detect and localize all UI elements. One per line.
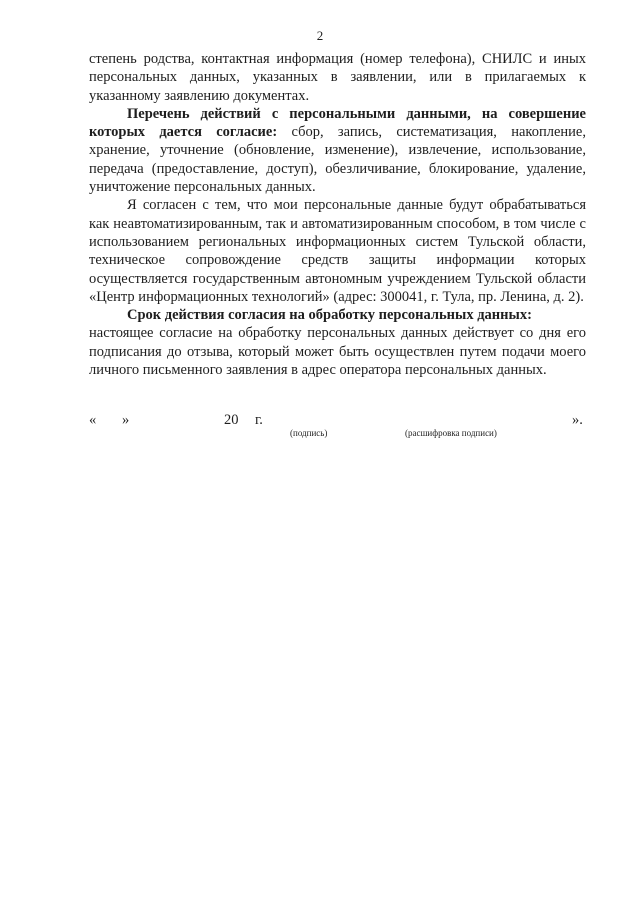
date-close-quote: » bbox=[122, 412, 130, 428]
year-suffix: г. bbox=[255, 412, 263, 428]
signature-line-end: ». bbox=[572, 412, 583, 428]
document-body bbox=[89, 50, 586, 379]
paragraph-validity: настоящее согласие на обработку персональных данных действует со дня его подписания до отзыва, который может быть осуществлен путем подачи моего личного письменного заявления в адрес оператора персональных данных. bbox=[89, 325, 586, 379]
signature-line bbox=[89, 412, 589, 426]
paragraph-consent-data-list: степень родства, контактная информация (номер телефона), СНИЛС и иных персональных данных, указанных в заявлении, или в прилагаемых к указанному заявлению документах. bbox=[89, 51, 586, 104]
year-prefix: 20 bbox=[224, 412, 239, 428]
actions-heading: Перечень действий с персональными данными, на совершение которых дается согласие: bbox=[89, 105, 586, 141]
paragraph-processing-method: Я согласен с тем, что мои персональные данные будут обрабатываться как неавтоматизированным, так и автоматизированным способом, в том числе с использованием региональных информационных систем Тульской области, техническое сопровождение средств защиты информации которых осуществляется государственным автономным учреждением Тульской области «Центр информационных технологий» (адрес: 300041, г. Тула, пр. Ленина, д. 2). bbox=[89, 197, 586, 305]
signature-caption: (подпись) bbox=[290, 428, 328, 438]
validity-heading: Срок действия согласия на обработку персональных данных: bbox=[127, 307, 532, 324]
date-open-quote: « bbox=[89, 412, 97, 428]
decoding-caption: (расшифровка подписи) bbox=[405, 428, 497, 438]
page-number: 2 bbox=[316, 28, 324, 43]
actions-text: сбор, запись, систематизация, накопление, хранение, уточнение (обновление, изменение), извлечение, использование, передача (предоставление, доступ), обезличивание, блокирование, удаление, уничтожение персональных данных. bbox=[89, 124, 586, 196]
paragraph-actions bbox=[89, 105, 586, 196]
